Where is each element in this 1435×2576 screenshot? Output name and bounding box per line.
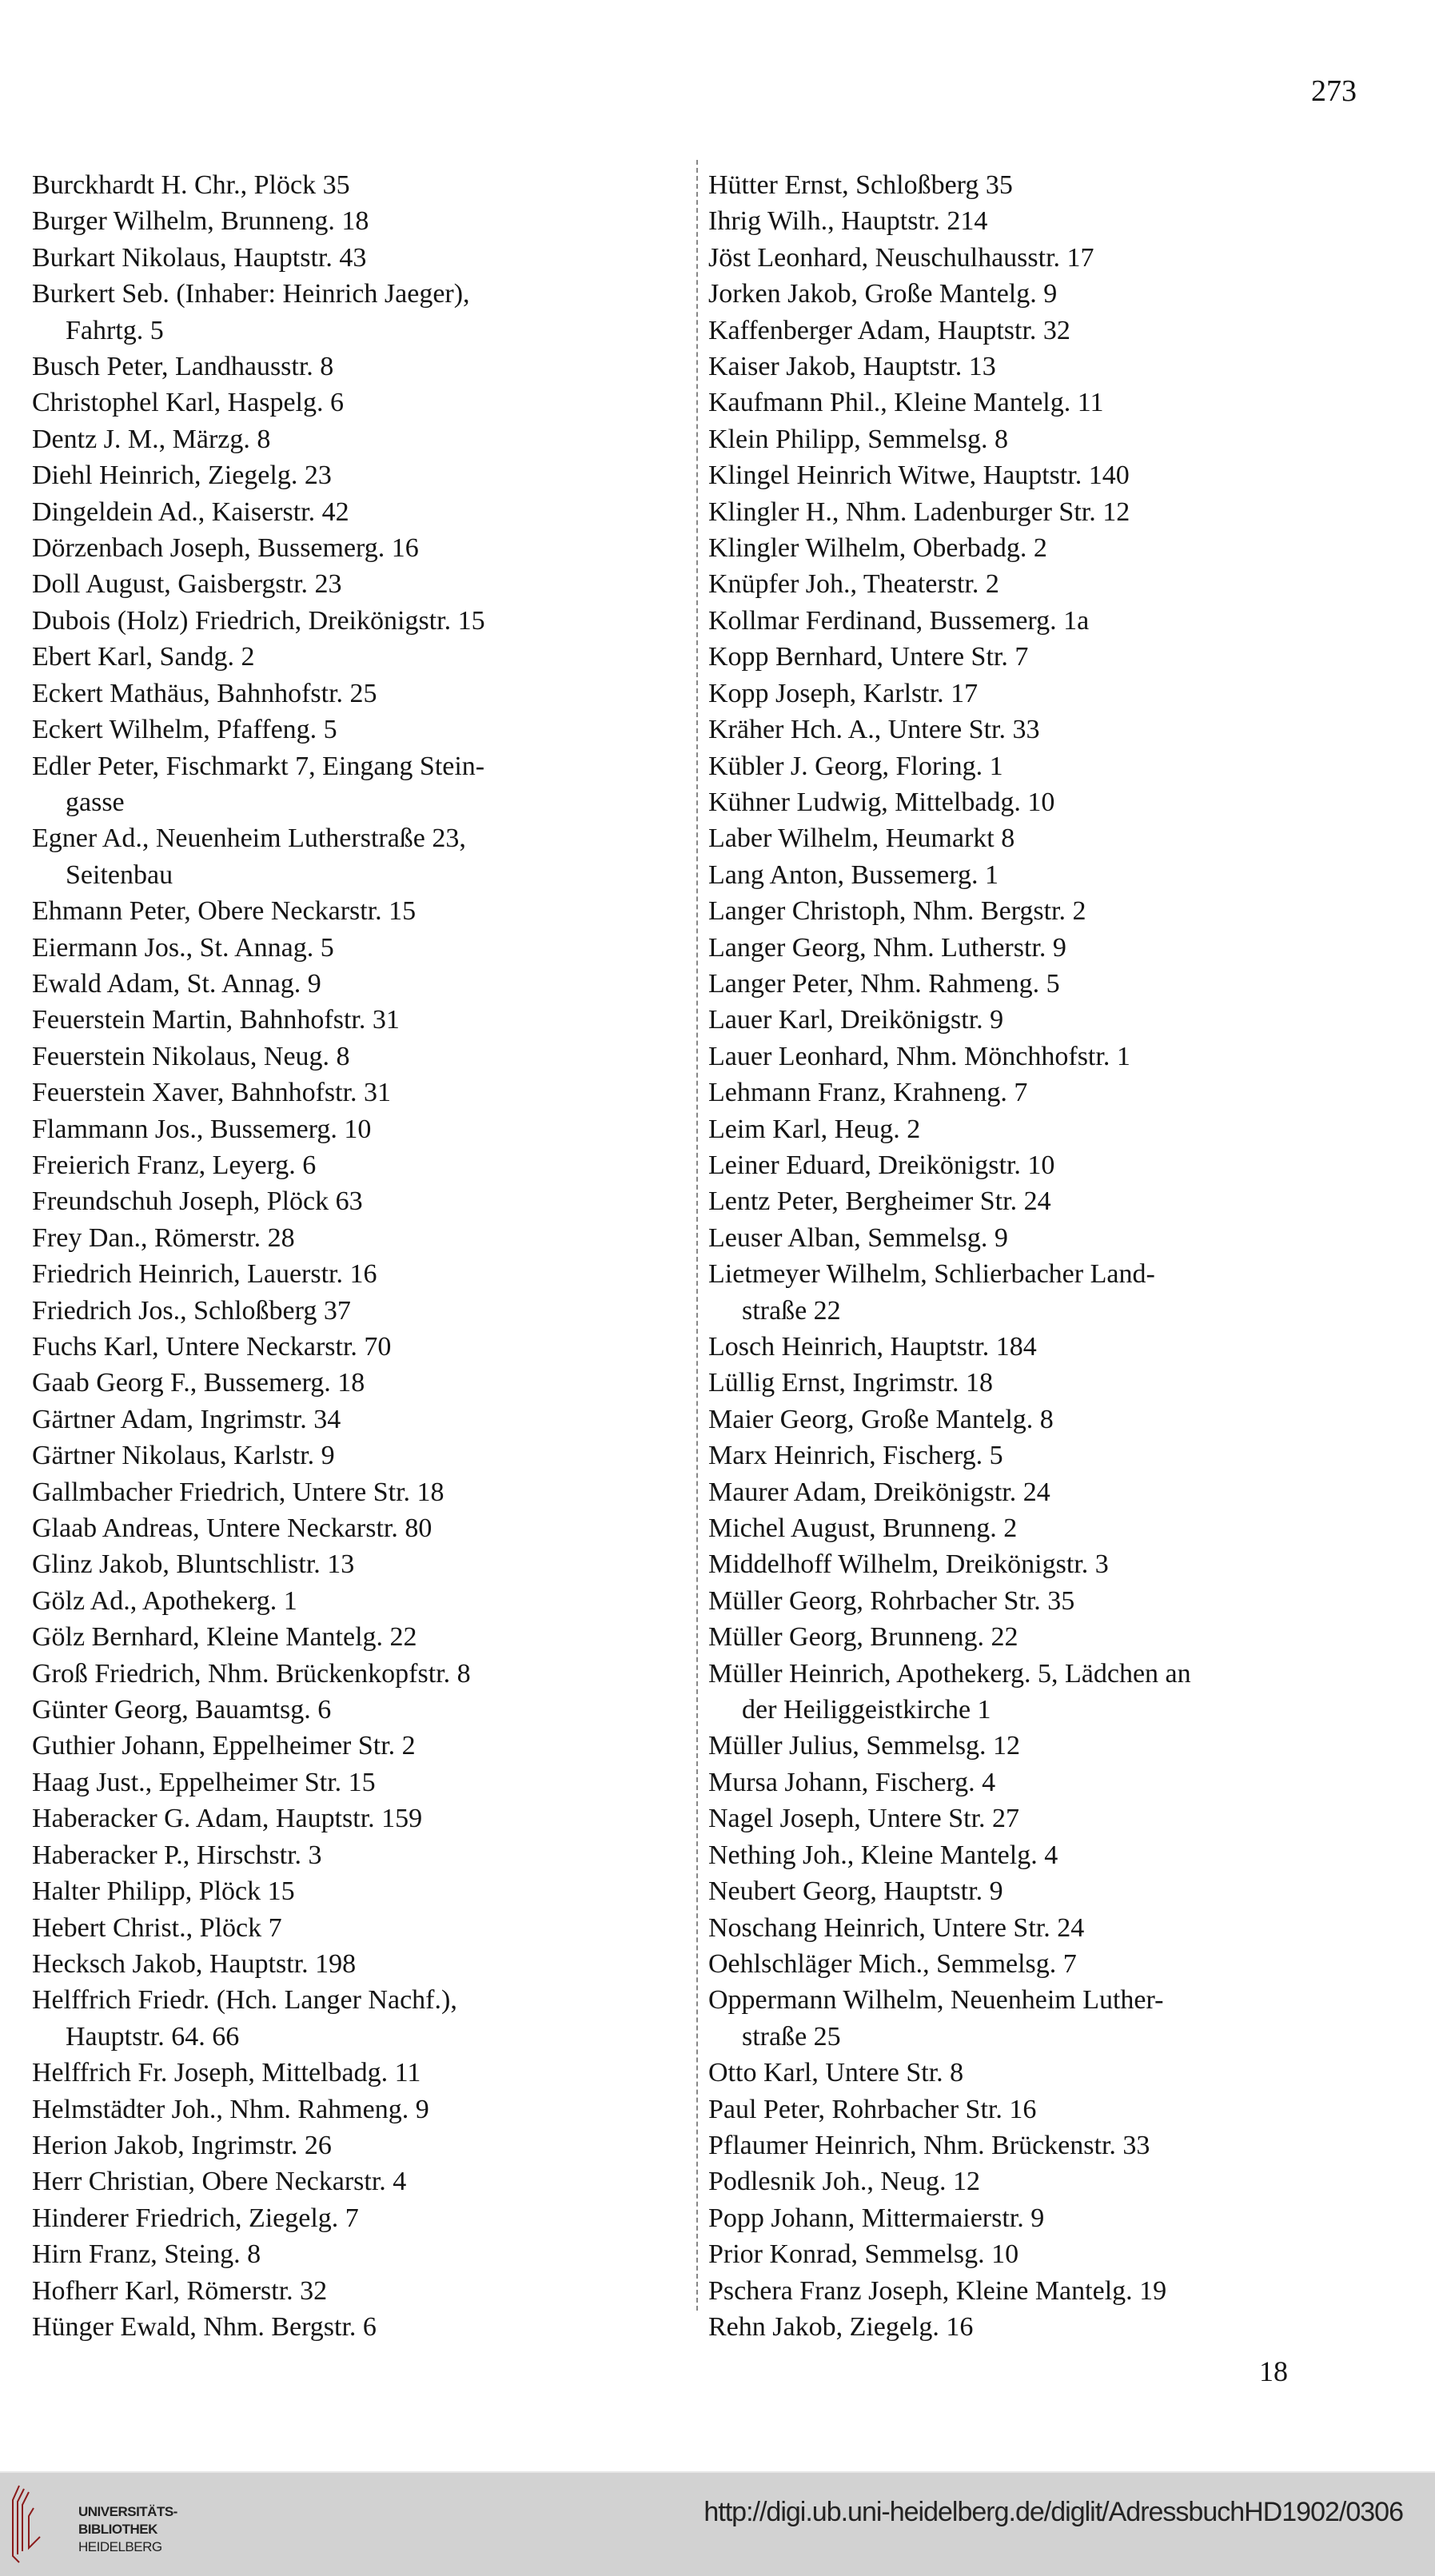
directory-entry	[32, 2092, 688, 2127]
entry-text: Eckert Mathäus, Bahnhofstr. 25	[32, 678, 377, 708]
directory-entry	[32, 748, 688, 821]
directory-entry	[708, 1728, 1412, 1764]
directory-entry	[708, 1147, 1412, 1183]
directory-entry	[708, 385, 1412, 421]
entry-text: Gärtner Nikolaus, Karlstr. 9	[32, 1441, 335, 1471]
directory-entry	[32, 1365, 688, 1401]
entry-text: Guthier Johann, Eppelheimer Str. 2	[32, 1731, 416, 1761]
directory-entry	[32, 566, 688, 602]
directory-entry	[708, 1910, 1412, 1946]
entry-text: Klein Philipp, Semmelsg. 8	[708, 424, 1008, 454]
directory-entry	[32, 385, 688, 421]
entry-text: Burckhardt H. Chr., Plöck 35	[32, 170, 350, 200]
entry-text: Prior Konrad, Semmelsg. 10	[708, 2239, 1019, 2270]
entry-text: Egner Ad., Neuenheim Lutherstraße 23,	[32, 823, 466, 854]
directory-entry	[32, 203, 688, 239]
directory-entry	[708, 457, 1412, 493]
entry-text: Mursa Johann, Fischerg. 4	[708, 1767, 996, 1797]
entry-text: Lang Anton, Bussemerg. 1	[708, 859, 999, 890]
directory-entry	[708, 784, 1412, 820]
directory-entry	[32, 1402, 688, 1438]
entry-text: Hinderer Friedrich, Ziegelg. 7	[32, 2203, 359, 2233]
entry-text: Dingeldein Ad., Kaiserstr. 42	[32, 496, 349, 527]
directory-entry	[32, 966, 688, 1002]
entry-text: Lietmeyer Wilhelm, Schlierbacher Land-	[708, 1259, 1155, 1290]
entry-text: Gärtner Adam, Ingrimstr. 34	[32, 1404, 341, 1434]
entry-text: Klingel Heinrich Witwe, Hauptstr. 140	[708, 461, 1130, 491]
entry-text: Dörzenbach Joseph, Bussemerg. 16	[32, 533, 419, 564]
directory-entry	[32, 2236, 688, 2272]
directory-entry	[708, 1837, 1412, 1873]
entry-text: Freierich Franz, Leyerg. 6	[32, 1150, 317, 1180]
directory-entry	[32, 1111, 688, 1147]
directory-entry	[32, 639, 688, 675]
entry-text: Hirn Franz, Steing. 8	[32, 2239, 261, 2270]
directory-entry	[32, 893, 688, 929]
entry-text: Edler Peter, Fischmarkt 7, Eingang Stein-	[32, 751, 485, 781]
directory-entry	[708, 712, 1412, 748]
entry-text: Helffrich Friedr. (Hch. Langer Nachf.),	[32, 1985, 457, 2016]
directory-entry	[32, 2127, 688, 2163]
entry-continuation: straße 22	[742, 1295, 841, 1326]
directory-entry	[32, 1619, 688, 1655]
entry-text: Jorken Jakob, Große Mantelg. 9	[708, 279, 1058, 309]
entry-text: Langer Georg, Nhm. Lutherstr. 9	[708, 932, 1066, 963]
directory-entry	[708, 2055, 1412, 2091]
entry-text: Lehmann Franz, Krahneng. 7	[708, 1078, 1028, 1108]
entry-text: Pschera Franz Joseph, Kleine Mantelg. 19	[708, 2275, 1167, 2306]
entry-text: Klingler Wilhelm, Oberbadg. 2	[708, 533, 1047, 564]
entry-continuation: straße 25	[742, 2021, 841, 2052]
directory-entry	[32, 712, 688, 748]
entry-text: Gölz Bernhard, Kleine Mantelg. 22	[32, 1622, 417, 1653]
entry-text: Pflaumer Heinrich, Nhm. Brückenstr. 33	[708, 2130, 1150, 2160]
entry-text: Groß Friedrich, Nhm. Brückenkopfstr. 8	[32, 1658, 471, 1689]
entry-text: Knüpfer Joh., Theaterstr. 2	[708, 569, 999, 600]
entry-text: Nagel Joseph, Untere Str. 27	[708, 1804, 1020, 1834]
directory-entry	[32, 530, 688, 566]
directory-entry	[708, 1765, 1412, 1800]
entry-text: Leim Karl, Heug. 2	[708, 1114, 921, 1144]
entry-text: Friedrich Heinrich, Lauerstr. 16	[32, 1259, 377, 1290]
directory-entry	[708, 2309, 1412, 2345]
directory-entry	[708, 2200, 1412, 2236]
directory-entry	[708, 1982, 1412, 2055]
entry-text: Gölz Ad., Apothekerg. 1	[32, 1585, 297, 1616]
directory-entry	[708, 1619, 1412, 1655]
entry-text: Kopp Bernhard, Untere Str. 7	[708, 642, 1029, 672]
entry-text: Eiermann Jos., St. Annag. 5	[32, 932, 334, 963]
directory-entry	[32, 1910, 688, 1946]
directory-entry	[708, 820, 1412, 856]
directory-entry	[32, 1220, 688, 1256]
directory-entry	[32, 1256, 688, 1292]
directory-column-right	[708, 167, 1412, 2345]
entry-text: Halter Philipp, Plöck 15	[32, 1876, 295, 1907]
entry-text: Rehn Jakob, Ziegelg. 16	[708, 2311, 974, 2342]
directory-entry	[708, 1075, 1412, 1111]
entry-text: Eckert Wilhelm, Pfaffeng. 5	[32, 715, 337, 745]
directory-entry	[32, 1583, 688, 1619]
directory-entry	[32, 1293, 688, 1329]
directory-entry	[32, 276, 688, 349]
directory-entry	[708, 1365, 1412, 1401]
entry-text: Feuerstein Martin, Bahnhofstr. 31	[32, 1005, 400, 1035]
directory-entry	[708, 313, 1412, 349]
directory-entry	[32, 457, 688, 493]
directory-entry	[708, 930, 1412, 966]
entry-text: Busch Peter, Landhausstr. 8	[32, 352, 334, 382]
entry-text: Paul Peter, Rohrbacher Str. 16	[708, 2094, 1037, 2124]
directory-entry	[708, 1656, 1412, 1729]
entry-text: Podlesnik Joh., Neug. 12	[708, 2167, 980, 2197]
directory-entry	[708, 1183, 1412, 1219]
entry-text: Noschang Heinrich, Untere Str. 24	[708, 1912, 1085, 1943]
entry-text: Marx Heinrich, Fischerg. 5	[708, 1441, 1003, 1471]
entry-continuation: gasse	[66, 787, 125, 817]
entry-text: Müller Georg, Brunneng. 22	[708, 1622, 1018, 1653]
directory-entry	[32, 1329, 688, 1365]
directory-entry	[708, 1800, 1412, 1836]
directory-entry	[708, 566, 1412, 602]
entry-text: Gaab Georg F., Bussemerg. 18	[32, 1368, 365, 1398]
entry-continuation: Fahrtg. 5	[66, 315, 164, 345]
entry-text: Fuchs Karl, Untere Neckarstr. 70	[32, 1332, 392, 1362]
entry-text: Helffrich Fr. Joseph, Mittelbadg. 11	[32, 2058, 421, 2088]
entry-text: Kopp Joseph, Karlstr. 17	[708, 678, 979, 708]
entry-text: Oehlschläger Mich., Semmelsg. 7	[708, 1948, 1077, 1979]
directory-entry	[708, 1002, 1412, 1038]
entry-text: Haberacker P., Hirschstr. 3	[32, 1840, 322, 1870]
entry-text: Müller Heinrich, Apothekerg. 5, Lädchen an	[708, 1658, 1191, 1689]
directory-entry	[32, 1546, 688, 1582]
directory-entry	[708, 1402, 1412, 1438]
entry-continuation: Seitenbau	[66, 859, 173, 890]
entry-text: Lentz Peter, Bergheimer Str. 24	[708, 1186, 1051, 1217]
directory-entry	[708, 676, 1412, 712]
entry-text: Hecksch Jakob, Hauptstr. 198	[32, 1948, 357, 1979]
directory-entry	[32, 2309, 688, 2345]
entry-text: Burger Wilhelm, Brunneng. 18	[32, 206, 369, 237]
directory-entry	[32, 1075, 688, 1111]
directory-entry	[708, 240, 1412, 276]
entry-text: Feuerstein Xaver, Bahnhofstr. 31	[32, 1078, 392, 1108]
entry-text: Kräher Hch. A., Untere Str. 33	[708, 715, 1040, 745]
directory-entry	[708, 276, 1412, 312]
directory-entry	[32, 349, 688, 385]
directory-entry	[32, 676, 688, 712]
directory-entry	[708, 1256, 1412, 1329]
directory-entry	[32, 1656, 688, 1692]
directory-entry	[32, 1002, 688, 1038]
entry-text: Nething Joh., Kleine Mantelg. 4	[708, 1840, 1058, 1870]
entry-text: Neubert Georg, Hauptstr. 9	[708, 1876, 1003, 1907]
entry-text: Glaab Andreas, Untere Neckarstr. 80	[32, 1513, 432, 1544]
entry-text: Hofherr Karl, Römerstr. 32	[32, 2275, 328, 2306]
entry-text: Jöst Leonhard, Neuschulhausstr. 17	[708, 242, 1094, 273]
entry-text: Burkart Nikolaus, Hauptstr. 43	[32, 242, 367, 273]
entry-text: Dubois (Holz) Friedrich, Dreikönigstr. 15	[32, 605, 485, 636]
directory-entry	[32, 167, 688, 203]
entry-text: Langer Peter, Nhm. Rahmeng. 5	[708, 968, 1060, 999]
directory-entry	[708, 1583, 1412, 1619]
directory-entry	[32, 2055, 688, 2091]
entry-text: Müller Georg, Rohrbacher Str. 35	[708, 1585, 1075, 1616]
directory-entry	[708, 2163, 1412, 2199]
entry-text: Kaffenberger Adam, Hauptstr. 32	[708, 315, 1070, 345]
directory-entry	[708, 494, 1412, 530]
directory-entry	[32, 1982, 688, 2055]
directory-entry	[32, 1438, 688, 1473]
directory-entry	[708, 1111, 1412, 1147]
directory-entry	[32, 2200, 688, 2236]
entry-text: Kübler J. Georg, Floring. 1	[708, 751, 1003, 781]
logo-line-2: BIBLIOTHEK	[78, 2522, 157, 2537]
entry-text: Leiner Eduard, Dreikönigstr. 10	[708, 1150, 1055, 1180]
directory-entry	[708, 966, 1412, 1002]
directory-entry	[708, 2236, 1412, 2272]
source-url[interactable]: http://digi.ub.uni-heidelberg.de/diglit/AdressbuchHD1902/0306	[704, 2497, 1403, 2527]
logo-line-1: UNIVERSITÄTS-	[78, 2504, 177, 2519]
sheet-number: 18	[1259, 2355, 1288, 2387]
entry-text: Maier Georg, Große Mantelg. 8	[708, 1404, 1054, 1434]
directory-entry	[32, 930, 688, 966]
directory-entry	[32, 1946, 688, 1982]
directory-entry	[708, 203, 1412, 239]
directory-entry	[32, 1183, 688, 1219]
entry-text: Freundschuh Joseph, Plöck 63	[32, 1186, 363, 1217]
directory-entry	[32, 1765, 688, 1800]
footer-bar	[0, 2471, 1435, 2576]
directory-entry	[708, 1873, 1412, 1909]
entry-text: Burkert Seb. (Inhaber: Heinrich Jaeger),	[32, 279, 470, 309]
entry-text: Hünger Ewald, Nhm. Bergstr. 6	[32, 2311, 377, 2342]
entry-text: Michel August, Brunneng. 2	[708, 1513, 1018, 1544]
directory-entry	[708, 349, 1412, 385]
directory-entry	[708, 167, 1412, 203]
directory-entry	[708, 1220, 1412, 1256]
directory-entry	[708, 1474, 1412, 1510]
entry-text: Klingler H., Nhm. Ladenburger Str. 12	[708, 496, 1130, 527]
directory-entry	[32, 1039, 688, 1075]
entry-text: Frey Dan., Römerstr. 28	[32, 1222, 295, 1253]
entry-text: Günter Georg, Bauamtsg. 6	[32, 1695, 332, 1725]
directory-entry	[32, 1474, 688, 1510]
entry-text: Ebert Karl, Sandg. 2	[32, 642, 255, 672]
university-library-logo-icon	[11, 2484, 43, 2564]
directory-column-left	[32, 167, 688, 2345]
directory-entry	[32, 1728, 688, 1764]
entry-text: Doll August, Gaisbergstr. 23	[32, 569, 342, 600]
directory-entry	[708, 1510, 1412, 1546]
directory-entry	[708, 1438, 1412, 1473]
entry-text: Gallmbacher Friedrich, Untere Str. 18	[32, 1477, 444, 1507]
entry-text: Kaufmann Phil., Kleine Mantelg. 11	[708, 388, 1104, 418]
library-name	[78, 2503, 177, 2556]
entry-text: Feuerstein Nikolaus, Neug. 8	[32, 1041, 350, 1071]
directory-entry	[32, 494, 688, 530]
directory-entry	[708, 748, 1412, 784]
entry-text: Helmstädter Joh., Nhm. Rahmeng. 9	[32, 2094, 429, 2124]
entry-continuation: Hauptstr. 64. 66	[66, 2021, 240, 2052]
directory-entry	[32, 240, 688, 276]
directory-entry	[32, 2163, 688, 2199]
logo-line-3: HEIDELBERG	[78, 2539, 162, 2554]
entry-text: Herion Jakob, Ingrimstr. 26	[32, 2130, 332, 2160]
entry-text: Lüllig Ernst, Ingrimstr. 18	[708, 1368, 994, 1398]
entry-text: Kaiser Jakob, Hauptstr. 13	[708, 352, 996, 382]
entry-text: Ehmann Peter, Obere Neckarstr. 15	[32, 896, 417, 927]
entry-text: Haberacker G. Adam, Hauptstr. 159	[32, 1804, 423, 1834]
directory-entry	[32, 1837, 688, 1873]
entry-text: Kühner Ludwig, Mittelbadg. 10	[708, 787, 1055, 817]
directory-entry	[32, 1510, 688, 1546]
directory-entry	[708, 421, 1412, 457]
entry-text: Oppermann Wilhelm, Neuenheim Luther-	[708, 1985, 1164, 2016]
directory-entry	[708, 2273, 1412, 2309]
directory-entry	[32, 2273, 688, 2309]
entry-text: Popp Johann, Mittermaierstr. 9	[708, 2203, 1045, 2233]
directory-entry	[32, 820, 688, 893]
directory-entry	[708, 639, 1412, 675]
entry-text: Losch Heinrich, Hauptstr. 184	[708, 1332, 1037, 1362]
directory-entry	[708, 2127, 1412, 2163]
entry-text: Herr Christian, Obere Neckarstr. 4	[32, 2167, 407, 2197]
directory-entry	[708, 1546, 1412, 1582]
entry-text: Friedrich Jos., Schloßberg 37	[32, 1295, 351, 1326]
directory-entry	[708, 603, 1412, 639]
entry-text: Leuser Alban, Semmelsg. 9	[708, 1222, 1008, 1253]
directory-entry	[708, 893, 1412, 929]
entry-text: Hütter Ernst, Schloßberg 35	[708, 170, 1013, 200]
directory-entry	[32, 603, 688, 639]
directory-entry	[708, 530, 1412, 566]
directory-entry	[708, 2092, 1412, 2127]
directory-entry	[32, 1873, 688, 1909]
entry-text: Maurer Adam, Dreikönigstr. 24	[708, 1477, 1050, 1507]
entry-text: Laber Wilhelm, Heumarkt 8	[708, 823, 1015, 854]
directory-entry	[32, 1800, 688, 1836]
entry-text: Diehl Heinrich, Ziegelg. 23	[32, 461, 332, 491]
directory-entry	[32, 1147, 688, 1183]
entry-text: Kollmar Ferdinand, Bussemerg. 1a	[708, 605, 1090, 636]
entry-text: Dentz J. M., Märzg. 8	[32, 424, 271, 454]
entry-text: Christophel Karl, Haspelg. 6	[32, 388, 344, 418]
directory-entry	[32, 1692, 688, 1728]
directory-entry	[708, 1329, 1412, 1365]
entry-text: Lauer Leonhard, Nhm. Mönchhofstr. 1	[708, 1041, 1130, 1071]
directory-entry	[32, 421, 688, 457]
entry-text: Langer Christoph, Nhm. Bergstr. 2	[708, 896, 1086, 927]
directory-entry	[708, 1039, 1412, 1075]
column-divider	[696, 160, 698, 2311]
entry-text: Ewald Adam, St. Annag. 9	[32, 968, 321, 999]
entry-text: Glinz Jakob, Bluntschlistr. 13	[32, 1549, 355, 1580]
entry-text: Hebert Christ., Plöck 7	[32, 1912, 282, 1943]
entry-text: Middelhoff Wilhelm, Dreikönigstr. 3	[708, 1549, 1109, 1580]
directory-entry	[708, 1946, 1412, 1982]
entry-text: Otto Karl, Untere Str. 8	[708, 2058, 964, 2088]
entry-text: Müller Julius, Semmelsg. 12	[708, 1731, 1021, 1761]
entry-text: Flammann Jos., Bussemerg. 10	[32, 1114, 372, 1144]
entry-continuation: der Heiliggeistkirche 1	[742, 1695, 991, 1725]
directory-entry	[708, 857, 1412, 893]
entry-text: Lauer Karl, Dreikönigstr. 9	[708, 1005, 1004, 1035]
entry-text: Haag Just., Eppelheimer Str. 15	[32, 1767, 376, 1797]
entry-text: Ihrig Wilh., Hauptstr. 214	[708, 206, 988, 237]
page-number: 273	[1311, 74, 1357, 108]
